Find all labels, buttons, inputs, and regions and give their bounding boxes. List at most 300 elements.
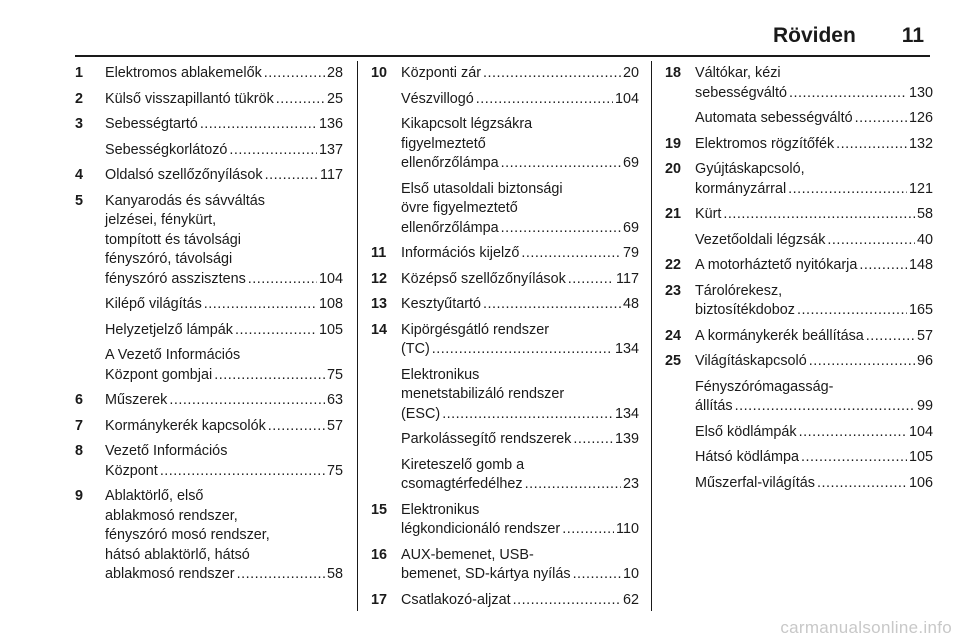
page-reference: 62 <box>622 591 639 608</box>
item-number: 4 <box>75 167 84 183</box>
index-entry <box>665 135 933 155</box>
entry-last-line <box>401 295 639 315</box>
entry-text: Váltókar, kézi <box>695 65 781 81</box>
dot-leader <box>568 270 614 290</box>
page-reference: 130 <box>908 84 933 101</box>
page-reference: 57 <box>916 327 933 344</box>
entry-body <box>401 591 639 611</box>
entry-last-line <box>105 417 343 437</box>
page-header <box>773 24 924 48</box>
item-number <box>371 90 401 110</box>
entry-last-line <box>695 135 933 155</box>
dot-leader <box>214 366 325 386</box>
item-number: 13 <box>371 296 388 312</box>
entry-body <box>401 64 639 84</box>
dot-leader <box>501 154 621 174</box>
index-entry <box>75 321 343 341</box>
entry-last-line <box>695 205 933 225</box>
entry-last-line <box>105 321 343 341</box>
page-reference: 126 <box>908 110 933 126</box>
entry-body <box>105 64 343 84</box>
dot-leader <box>521 244 621 264</box>
entry-last-line <box>695 423 933 443</box>
dot-leader <box>573 430 613 450</box>
page-reference: 104 <box>908 423 933 440</box>
entry-body <box>695 135 933 155</box>
page-reference: 105 <box>908 449 933 465</box>
page-reference: 75 <box>326 366 343 383</box>
page-reference: 117 <box>320 167 343 183</box>
page-reference: 139 <box>614 431 639 447</box>
index-entry <box>371 591 639 611</box>
entry-text: Sebességkorlátozó <box>105 141 228 158</box>
index-entry <box>371 90 639 110</box>
dot-leader <box>562 520 614 540</box>
item-number <box>665 448 695 468</box>
index-entry <box>75 64 343 84</box>
item-number: 25 <box>665 353 682 369</box>
dot-leader <box>573 565 621 585</box>
entry-body <box>695 327 933 347</box>
index-entry <box>75 391 343 411</box>
entry-text: Kesztyűtartó <box>401 296 481 312</box>
dot-leader <box>513 591 621 611</box>
dot-leader <box>789 84 907 104</box>
dot-leader <box>501 219 621 239</box>
entry-last-line <box>105 295 343 315</box>
item-number <box>371 456 401 495</box>
entry-text: Parkolássegítő rendszerek <box>401 431 572 447</box>
entry-text: Műszerfal-világítás <box>695 474 815 491</box>
page-reference: 99 <box>916 398 933 414</box>
index-entry <box>75 115 343 135</box>
item-number <box>371 180 401 239</box>
entry-text: sebességváltó <box>695 84 788 101</box>
dot-leader <box>276 90 325 110</box>
item-number: 6 <box>75 392 84 408</box>
index-entry <box>75 346 343 385</box>
page-reference: 105 <box>318 321 343 338</box>
entry-text: Kürt <box>695 206 722 222</box>
entry-body <box>695 282 933 321</box>
dot-leader <box>264 64 325 84</box>
page-reference: 58 <box>916 206 933 222</box>
dot-leader <box>817 474 907 494</box>
item-number: 12 <box>371 270 388 287</box>
dot-leader <box>248 270 317 290</box>
page-reference: 40 <box>916 231 933 248</box>
entry-last-line <box>105 366 343 386</box>
entry-last-line <box>401 475 639 495</box>
entry-body <box>401 180 639 239</box>
entry-body <box>401 115 639 174</box>
entry-body <box>695 109 933 129</box>
index-entry <box>371 270 639 290</box>
entry-text: ellenőrzőlámpa <box>401 219 499 236</box>
entry-text: Hátsó ködlámpa <box>695 449 799 465</box>
entry-text: Csatlakozó-aljzat <box>401 591 511 608</box>
entry-body <box>105 417 343 437</box>
page-reference: 121 <box>908 180 933 197</box>
entry-text: Központi zár <box>401 65 481 81</box>
entry-last-line <box>695 474 933 494</box>
index-column-2 <box>371 64 639 616</box>
dot-leader <box>235 321 317 341</box>
dot-leader <box>476 90 613 110</box>
entry-body <box>105 141 343 161</box>
item-number: 11 <box>371 245 387 261</box>
index-entry <box>371 180 639 239</box>
dot-leader <box>799 423 907 443</box>
entry-text: ablakmosó rendszer, <box>105 507 238 524</box>
item-number: 3 <box>75 116 84 132</box>
item-number: 19 <box>665 135 682 152</box>
entry-text: Központ gombjai <box>105 366 213 383</box>
entry-body <box>105 90 343 110</box>
watermark: carmanualsonline.info <box>780 618 952 637</box>
entry-body <box>401 430 639 450</box>
index-entry <box>665 231 933 251</box>
entry-text: Tárolórekesz, <box>695 282 783 299</box>
entry-last-line <box>105 115 343 135</box>
dot-leader <box>859 256 907 276</box>
entry-last-line <box>105 141 343 161</box>
index-entry <box>75 442 343 481</box>
page-reference: 69 <box>622 219 639 236</box>
entry-text: Középső szellőzőnyílások <box>401 270 566 287</box>
index-entry <box>75 141 343 161</box>
index-entry <box>75 487 343 585</box>
dot-leader <box>200 115 317 135</box>
entry-body <box>105 442 343 481</box>
entry-body <box>105 391 343 411</box>
entry-text: Fényszórómagasság- <box>695 378 834 395</box>
page-reference: 104 <box>614 90 639 107</box>
index-entry <box>665 282 933 321</box>
entry-last-line <box>105 64 343 84</box>
entry-text: Oldalsó szellőzőnyílások <box>105 167 263 183</box>
dot-leader <box>442 405 613 425</box>
entry-text: Külső visszapillantó tükrök <box>105 90 274 107</box>
entry-text: Központ <box>105 462 158 479</box>
page-reference: 69 <box>622 155 639 171</box>
entry-text: menetstabilizáló rendszer <box>401 386 565 402</box>
entry-last-line <box>105 166 343 186</box>
entry-text: Elektronikus <box>401 501 480 518</box>
entry-text: Vészvillogó <box>401 90 474 107</box>
entry-text: Vezetőoldali légzsák <box>695 231 826 248</box>
entry-text: bemenet, SD-kártya nyílás <box>401 566 571 582</box>
entry-body <box>105 295 343 315</box>
entry-text: biztosítékdoboz <box>695 302 795 318</box>
dot-leader <box>801 448 907 468</box>
item-number <box>75 295 105 315</box>
entry-text: Vezető Információs <box>105 443 228 459</box>
item-number: 23 <box>665 282 682 299</box>
entry-body <box>695 474 933 494</box>
entry-text: kormányzárral <box>695 180 787 197</box>
entry-body <box>401 244 639 264</box>
entry-body <box>105 115 343 135</box>
entry-last-line <box>105 391 343 411</box>
item-number <box>75 141 105 161</box>
item-number <box>665 423 695 443</box>
dot-leader <box>237 565 325 585</box>
entry-body <box>695 448 933 468</box>
dot-leader <box>169 391 325 411</box>
index-entry <box>371 115 639 174</box>
entry-last-line <box>695 301 933 321</box>
column-divider-2 <box>651 61 652 611</box>
entry-body <box>105 346 343 385</box>
index-entry <box>371 501 639 540</box>
page-number: 11 <box>901 24 924 47</box>
index-entry <box>371 295 639 315</box>
page-reference: 117 <box>616 270 639 287</box>
entry-text: figyelmeztető <box>401 135 486 152</box>
dot-leader <box>432 340 613 360</box>
entry-text: Kormánykerék kapcsolók <box>105 417 266 434</box>
dot-leader <box>229 141 317 161</box>
item-number: 9 <box>75 488 84 504</box>
dot-leader <box>827 231 915 251</box>
entry-text: állítás <box>695 398 733 414</box>
entry-text: Első utasoldali biztonsági <box>401 180 563 197</box>
dot-leader <box>788 180 907 200</box>
entry-text: légkondicionáló rendszer <box>401 521 561 537</box>
entry-body <box>695 64 933 103</box>
entry-last-line <box>401 340 639 360</box>
dot-leader <box>866 327 915 347</box>
item-number <box>371 430 401 450</box>
item-number: 22 <box>665 257 682 273</box>
header-rule <box>75 55 930 57</box>
page-reference: 58 <box>326 566 343 582</box>
dot-leader <box>265 166 318 186</box>
entry-last-line <box>401 591 639 611</box>
entry-last-line <box>401 270 639 290</box>
entry-body <box>695 256 933 276</box>
entry-text: AUX-bemenet, USB- <box>401 546 534 563</box>
dot-leader <box>735 397 915 417</box>
entry-last-line <box>695 397 933 417</box>
index-entry <box>665 352 933 372</box>
entry-body <box>695 423 933 443</box>
item-number: 7 <box>75 417 84 434</box>
index-entry <box>665 160 933 199</box>
index-entry <box>75 295 343 315</box>
entry-last-line <box>401 520 639 540</box>
entry-text: Automata sebességváltó <box>695 110 853 126</box>
entry-text: Sebességtartó <box>105 116 198 132</box>
page-reference: 20 <box>622 65 639 81</box>
entry-last-line <box>401 565 639 585</box>
page-reference: 57 <box>326 417 343 434</box>
entry-text: Kanyarodás és sávváltás <box>105 192 265 209</box>
page-reference: 63 <box>326 392 343 408</box>
index-entry <box>371 64 639 84</box>
entry-body <box>401 546 639 585</box>
item-number: 18 <box>665 65 682 81</box>
index-entry <box>665 448 933 468</box>
page-reference: 137 <box>318 141 343 158</box>
page-reference: 23 <box>622 476 639 492</box>
index-column-1 <box>75 64 343 591</box>
item-number: 15 <box>371 501 388 518</box>
index-column-3 <box>665 64 933 499</box>
entry-text: Helyzetjelző lámpák <box>105 321 233 338</box>
index-entry <box>665 378 933 417</box>
entry-text: A Vezető Információs <box>105 347 241 363</box>
entry-text: ablakmosó rendszer <box>105 566 235 582</box>
item-number: 16 <box>371 546 388 563</box>
entry-last-line <box>401 244 639 264</box>
page-reference: 104 <box>318 270 343 287</box>
index-entry <box>665 64 933 103</box>
entry-last-line <box>105 565 343 585</box>
dot-leader <box>723 205 915 225</box>
entry-text: Kikapcsolt légzsákra <box>401 116 533 132</box>
entry-last-line <box>401 430 639 450</box>
dot-leader <box>797 301 907 321</box>
index-entry <box>75 192 343 290</box>
item-number: 20 <box>665 161 682 177</box>
page-reference: 96 <box>916 353 933 369</box>
entry-last-line <box>105 270 343 290</box>
entry-last-line <box>695 352 933 372</box>
page-reference: 10 <box>622 566 639 582</box>
entry-last-line <box>695 84 933 104</box>
index-entry <box>665 474 933 494</box>
item-number <box>665 231 695 251</box>
dot-leader <box>525 475 621 495</box>
entry-body <box>105 166 343 186</box>
dot-leader <box>268 417 325 437</box>
entry-last-line <box>105 90 343 110</box>
entry-text: Műszerek <box>105 392 168 408</box>
page-reference: 165 <box>908 302 933 318</box>
index-entry <box>75 90 343 110</box>
entry-text: Elektromos ablakemelők <box>105 65 262 81</box>
item-number <box>665 474 695 494</box>
page-reference: 75 <box>326 462 343 479</box>
dot-leader <box>836 135 907 155</box>
entry-text: Világításkapcsoló <box>695 353 807 369</box>
entry-body <box>401 90 639 110</box>
entry-text: (TC) <box>401 341 430 357</box>
item-number <box>371 115 401 174</box>
item-number: 2 <box>75 90 84 107</box>
entry-last-line <box>695 109 933 129</box>
page-reference: 28 <box>326 65 343 81</box>
column-divider-1 <box>357 61 358 611</box>
dot-leader <box>809 352 915 372</box>
entry-text: Elektromos rögzítőfék <box>695 135 835 152</box>
entry-body <box>695 205 933 225</box>
page-reference: 134 <box>614 341 639 357</box>
entry-last-line <box>401 90 639 110</box>
entry-text: ellenőrzőlámpa <box>401 155 499 171</box>
entry-text: Ablaktörlő, első <box>105 488 204 504</box>
entry-text: Információs kijelző <box>401 245 520 261</box>
page-reference: 110 <box>616 521 639 537</box>
entry-body <box>401 321 639 360</box>
entry-body <box>695 160 933 199</box>
entry-text: Gyújtáskapcsoló, <box>695 161 805 177</box>
entry-last-line <box>695 231 933 251</box>
page-reference: 79 <box>622 245 639 261</box>
item-number: 14 <box>371 321 388 338</box>
item-number <box>665 378 695 417</box>
item-number <box>371 366 401 425</box>
index-entry <box>371 456 639 495</box>
index-entry <box>371 546 639 585</box>
index-entry <box>371 430 639 450</box>
page-reference: 136 <box>318 116 343 132</box>
entry-text: jelzései, fénykürt, <box>105 212 217 228</box>
dot-leader <box>160 462 325 482</box>
entry-text: A kormánykerék beállítása <box>695 327 864 344</box>
entry-text: övre figyelmeztető <box>401 200 518 216</box>
section-title: Röviden <box>772 24 856 47</box>
entry-last-line <box>695 448 933 468</box>
entry-body <box>695 231 933 251</box>
entry-body <box>401 366 639 425</box>
item-number: 1 <box>75 65 84 81</box>
item-number: 17 <box>371 591 388 608</box>
entry-last-line <box>695 327 933 347</box>
page-reference: 48 <box>622 296 639 312</box>
entry-last-line <box>695 180 933 200</box>
entry-body <box>105 321 343 341</box>
entry-body <box>105 487 343 585</box>
entry-body <box>401 270 639 290</box>
entry-text: Kipörgésgátló rendszer <box>401 321 549 338</box>
entry-last-line <box>105 462 343 482</box>
entry-text: fényszóró asszisztens <box>105 270 246 287</box>
item-number: 21 <box>665 206 682 222</box>
entry-body <box>401 501 639 540</box>
entry-text: Kilépő világítás <box>105 296 202 312</box>
index-entry <box>75 417 343 437</box>
entry-last-line <box>401 64 639 84</box>
item-number: 10 <box>371 65 388 81</box>
entry-text: Kireteszelő gomb a <box>401 456 525 473</box>
entry-body <box>105 192 343 290</box>
dot-leader <box>483 295 621 315</box>
index-entry <box>371 366 639 425</box>
page-reference: 132 <box>908 135 933 152</box>
page-reference: 134 <box>614 405 639 422</box>
page-reference: 106 <box>908 474 933 491</box>
entry-body <box>401 295 639 315</box>
entry-body <box>695 378 933 417</box>
entry-text: csomagtérfedélhez <box>401 476 523 492</box>
item-number <box>665 109 695 129</box>
item-number <box>75 346 105 385</box>
index-entry <box>75 166 343 186</box>
page-reference: 108 <box>318 296 343 312</box>
entry-text: (ESC) <box>401 405 441 422</box>
index-entry <box>665 423 933 443</box>
index-entry <box>371 321 639 360</box>
item-number: 5 <box>75 192 84 209</box>
entry-last-line <box>401 154 639 174</box>
item-number: 8 <box>75 443 84 459</box>
entry-last-line <box>401 219 639 239</box>
index-entry <box>665 109 933 129</box>
item-number: 24 <box>665 327 682 344</box>
